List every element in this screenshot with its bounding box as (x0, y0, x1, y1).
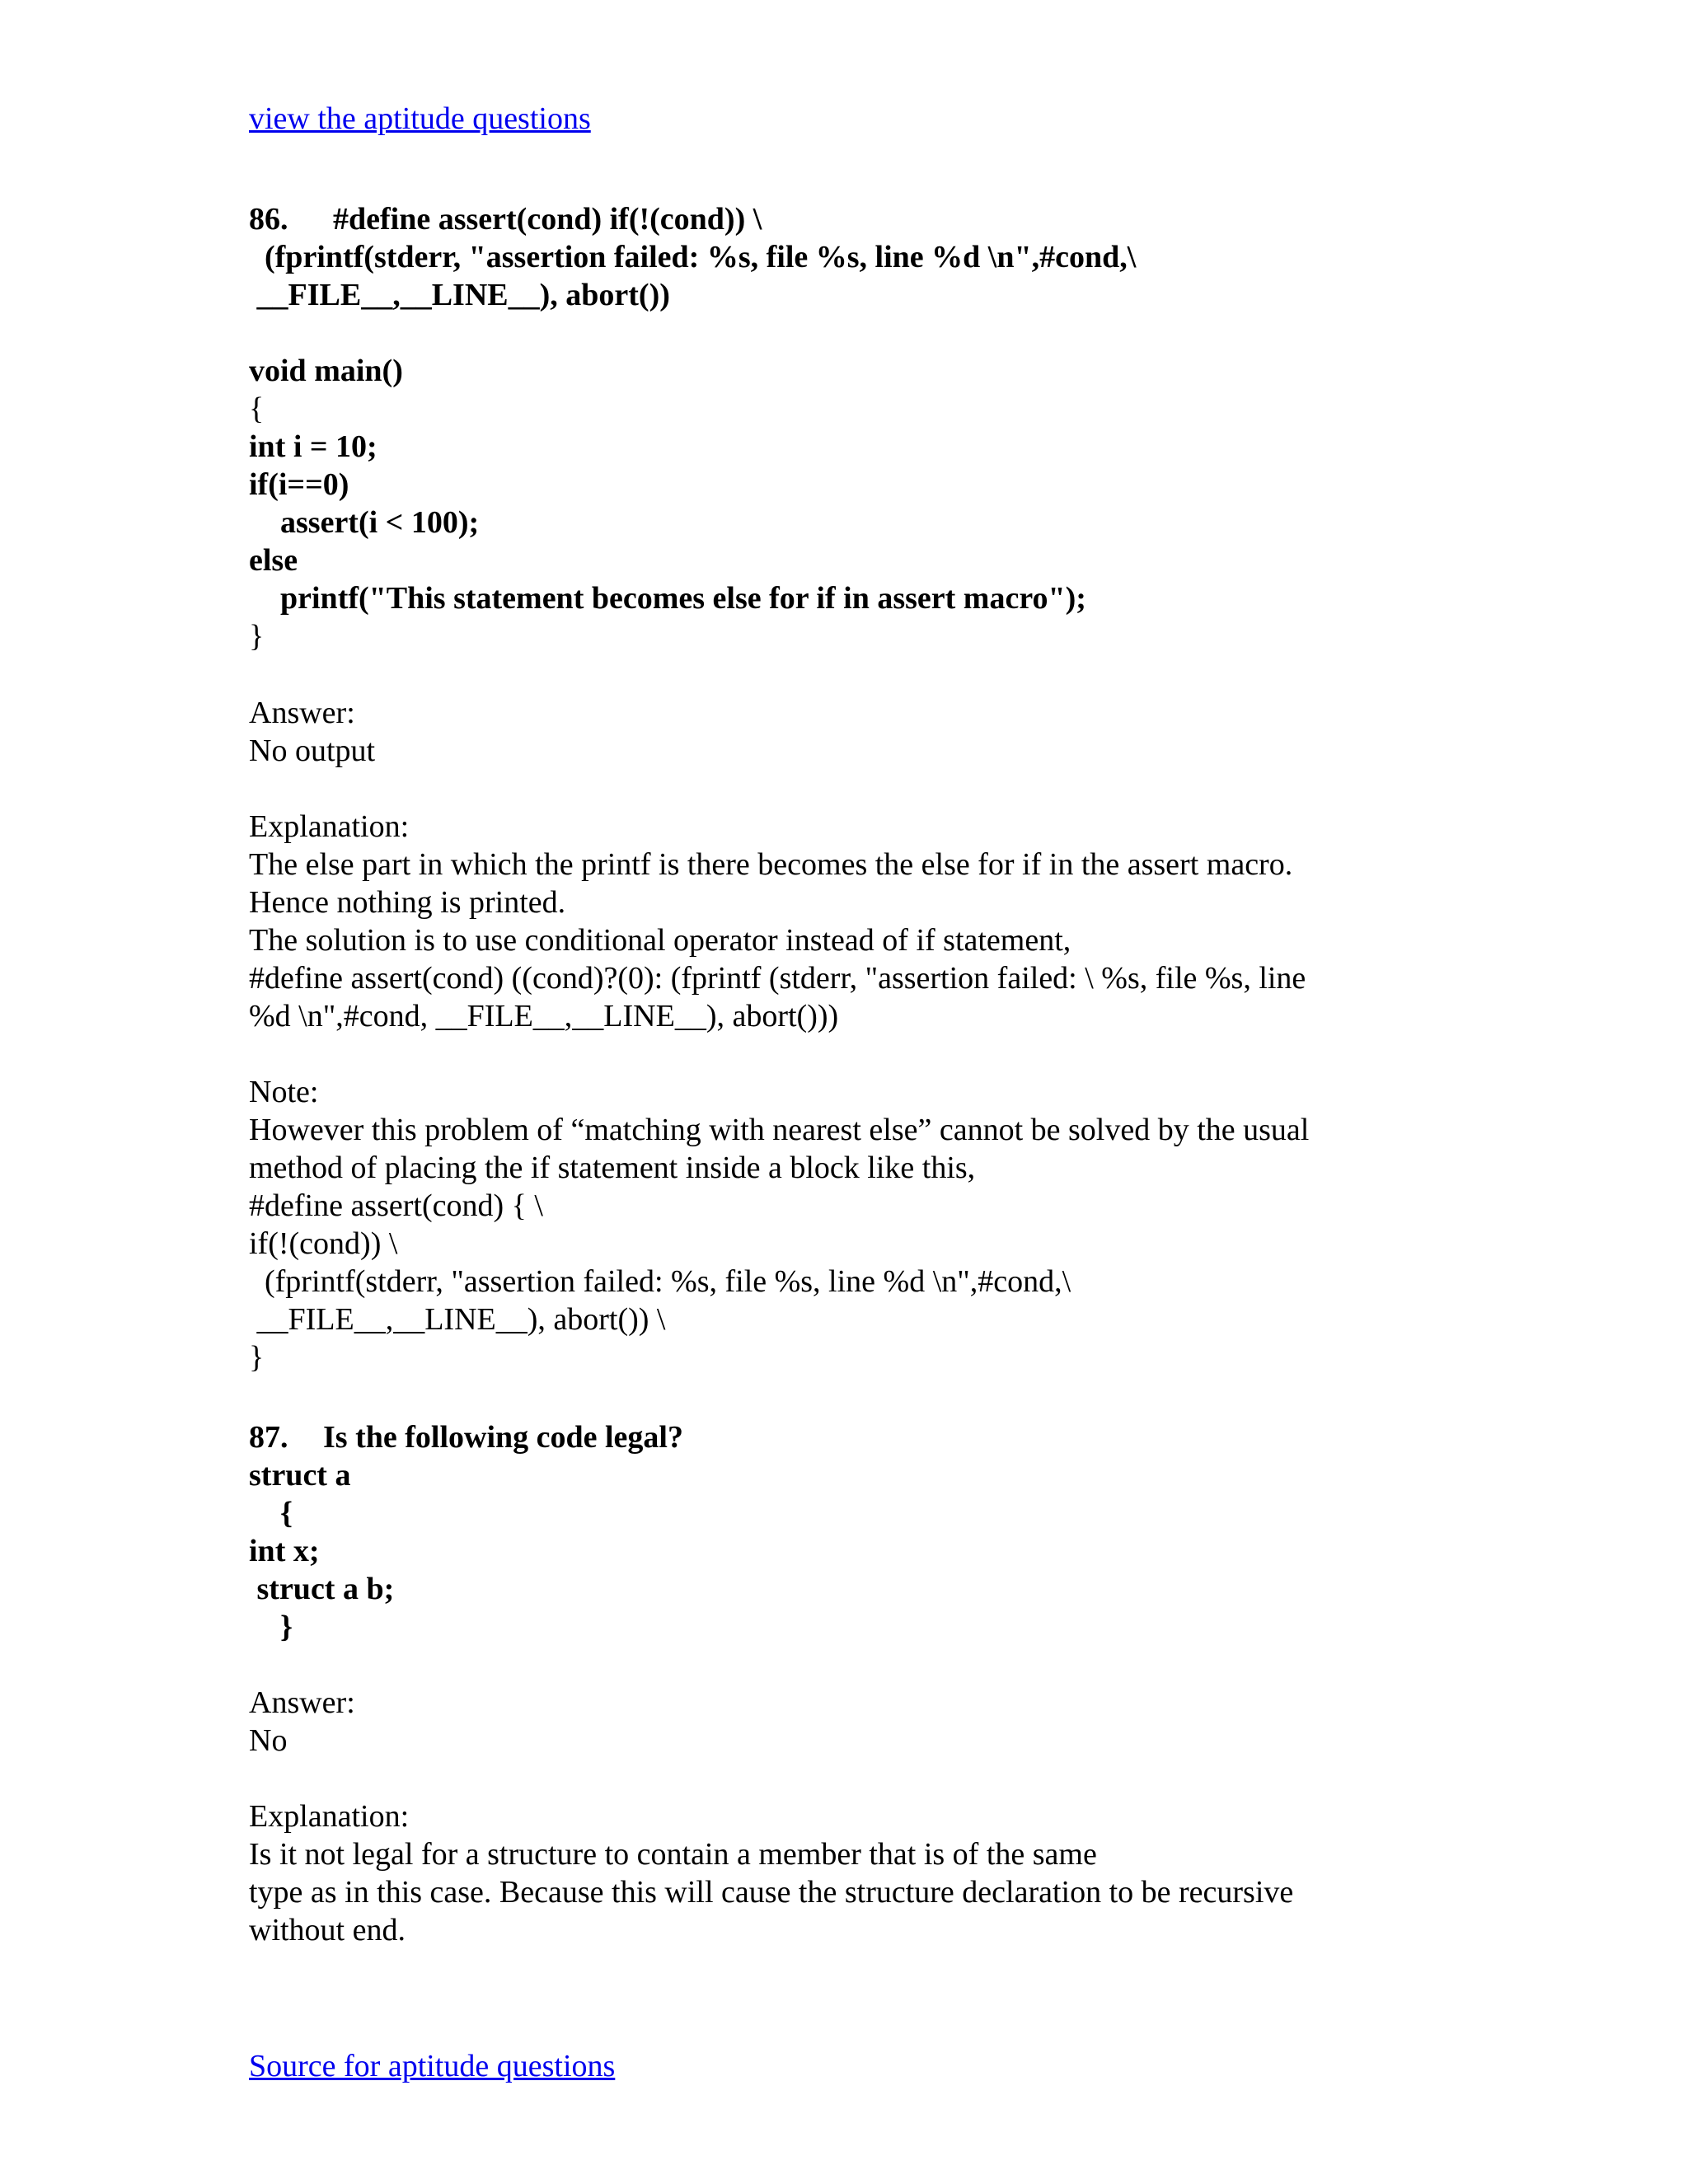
question-86-code-line: if(i==0) (249, 467, 349, 502)
question-87-number: 87. (249, 1420, 288, 1455)
question-86-answer: No output (249, 733, 376, 768)
view-aptitude-questions-link[interactable]: view the aptitude questions (249, 101, 591, 136)
question-86-number: 86. (249, 202, 288, 237)
question-86-code-line: { (249, 391, 265, 426)
source-aptitude-questions-link[interactable]: Source for aptitude questions (249, 2049, 616, 2083)
question-86-code-line: printf("This statement becomes else for if in assert macro"); (249, 581, 1086, 616)
question-86-code-line: else (249, 543, 298, 578)
question-87-code-line: int x; (249, 1534, 320, 1568)
question-87-title: Is the following code legal? (323, 1420, 683, 1455)
question-86-answer-label: Answer: (249, 696, 355, 730)
question-87-code-line: } (249, 1610, 293, 1644)
question-87-code-line: { (249, 1496, 293, 1530)
question-86-code-line: assert(i < 100); (249, 505, 480, 540)
question-86-explanation-line: Hence nothing is printed. (249, 885, 566, 920)
question-87-explanation-line: type as in this case. Because this will cause the structure declaration to be recursive (249, 1875, 1294, 1910)
question-87-answer: No (249, 1723, 288, 1758)
question-86-code-line: } (249, 619, 265, 654)
question-86-explanation-line: The solution is to use conditional operator instead of if statement, (249, 923, 1071, 958)
question-86-explanation-line: #define assert(cond) ((cond)?(0): (fprintf (stderr, "assertion failed: \ %s, file %s, line (249, 961, 1306, 996)
question-87-explanation-label: Explanation: (249, 1799, 410, 1834)
question-86-explanation-label: Explanation: (249, 809, 410, 844)
question-87-answer-label: Answer: (249, 1685, 355, 1720)
question-86-note-line: (fprintf(stderr, "assertion failed: %s, file %s, line %d \n",#cond,\ (249, 1264, 1071, 1299)
question-86-define: #define assert(cond) if(!(cond)) \ (333, 202, 762, 237)
question-86-code-line: (fprintf(stderr, "assertion failed: %s, file %s, line %d \n",#cond,\ (249, 240, 1137, 274)
question-86-note-label: Note: (249, 1075, 319, 1109)
question-86-explanation-line: The else part in which the printf is there becomes the else for if in the assert macro. (249, 847, 1293, 882)
question-86-note-line: __FILE__,__LINE__), abort()) \ (249, 1302, 666, 1337)
question-87-code-line: struct a (249, 1458, 351, 1493)
question-86-explanation-line: %d \n",#cond, __FILE__,__LINE__), abort())) (249, 999, 839, 1033)
question-86-note-line: } (249, 1340, 265, 1375)
question-87-code-line: struct a b; (249, 1572, 395, 1606)
question-86-code-line: void main() (249, 354, 403, 388)
question-86-code-line: __FILE__,__LINE__), abort()) (249, 278, 670, 312)
question-86-note-line: #define assert(cond) { \ (249, 1188, 543, 1223)
question-86-note-line: if(!(cond)) \ (249, 1226, 398, 1261)
question-87-explanation-line: Is it not legal for a structure to contain a member that is of the same (249, 1837, 1097, 1872)
question-86-note-line: method of placing the if statement inside a block like this, (249, 1151, 976, 1185)
question-86-note-line: However this problem of “matching with nearest else” cannot be solved by the usual (249, 1113, 1310, 1147)
question-86-code-line: int i = 10; (249, 429, 377, 464)
question-87-explanation-line: without end. (249, 1913, 406, 1947)
